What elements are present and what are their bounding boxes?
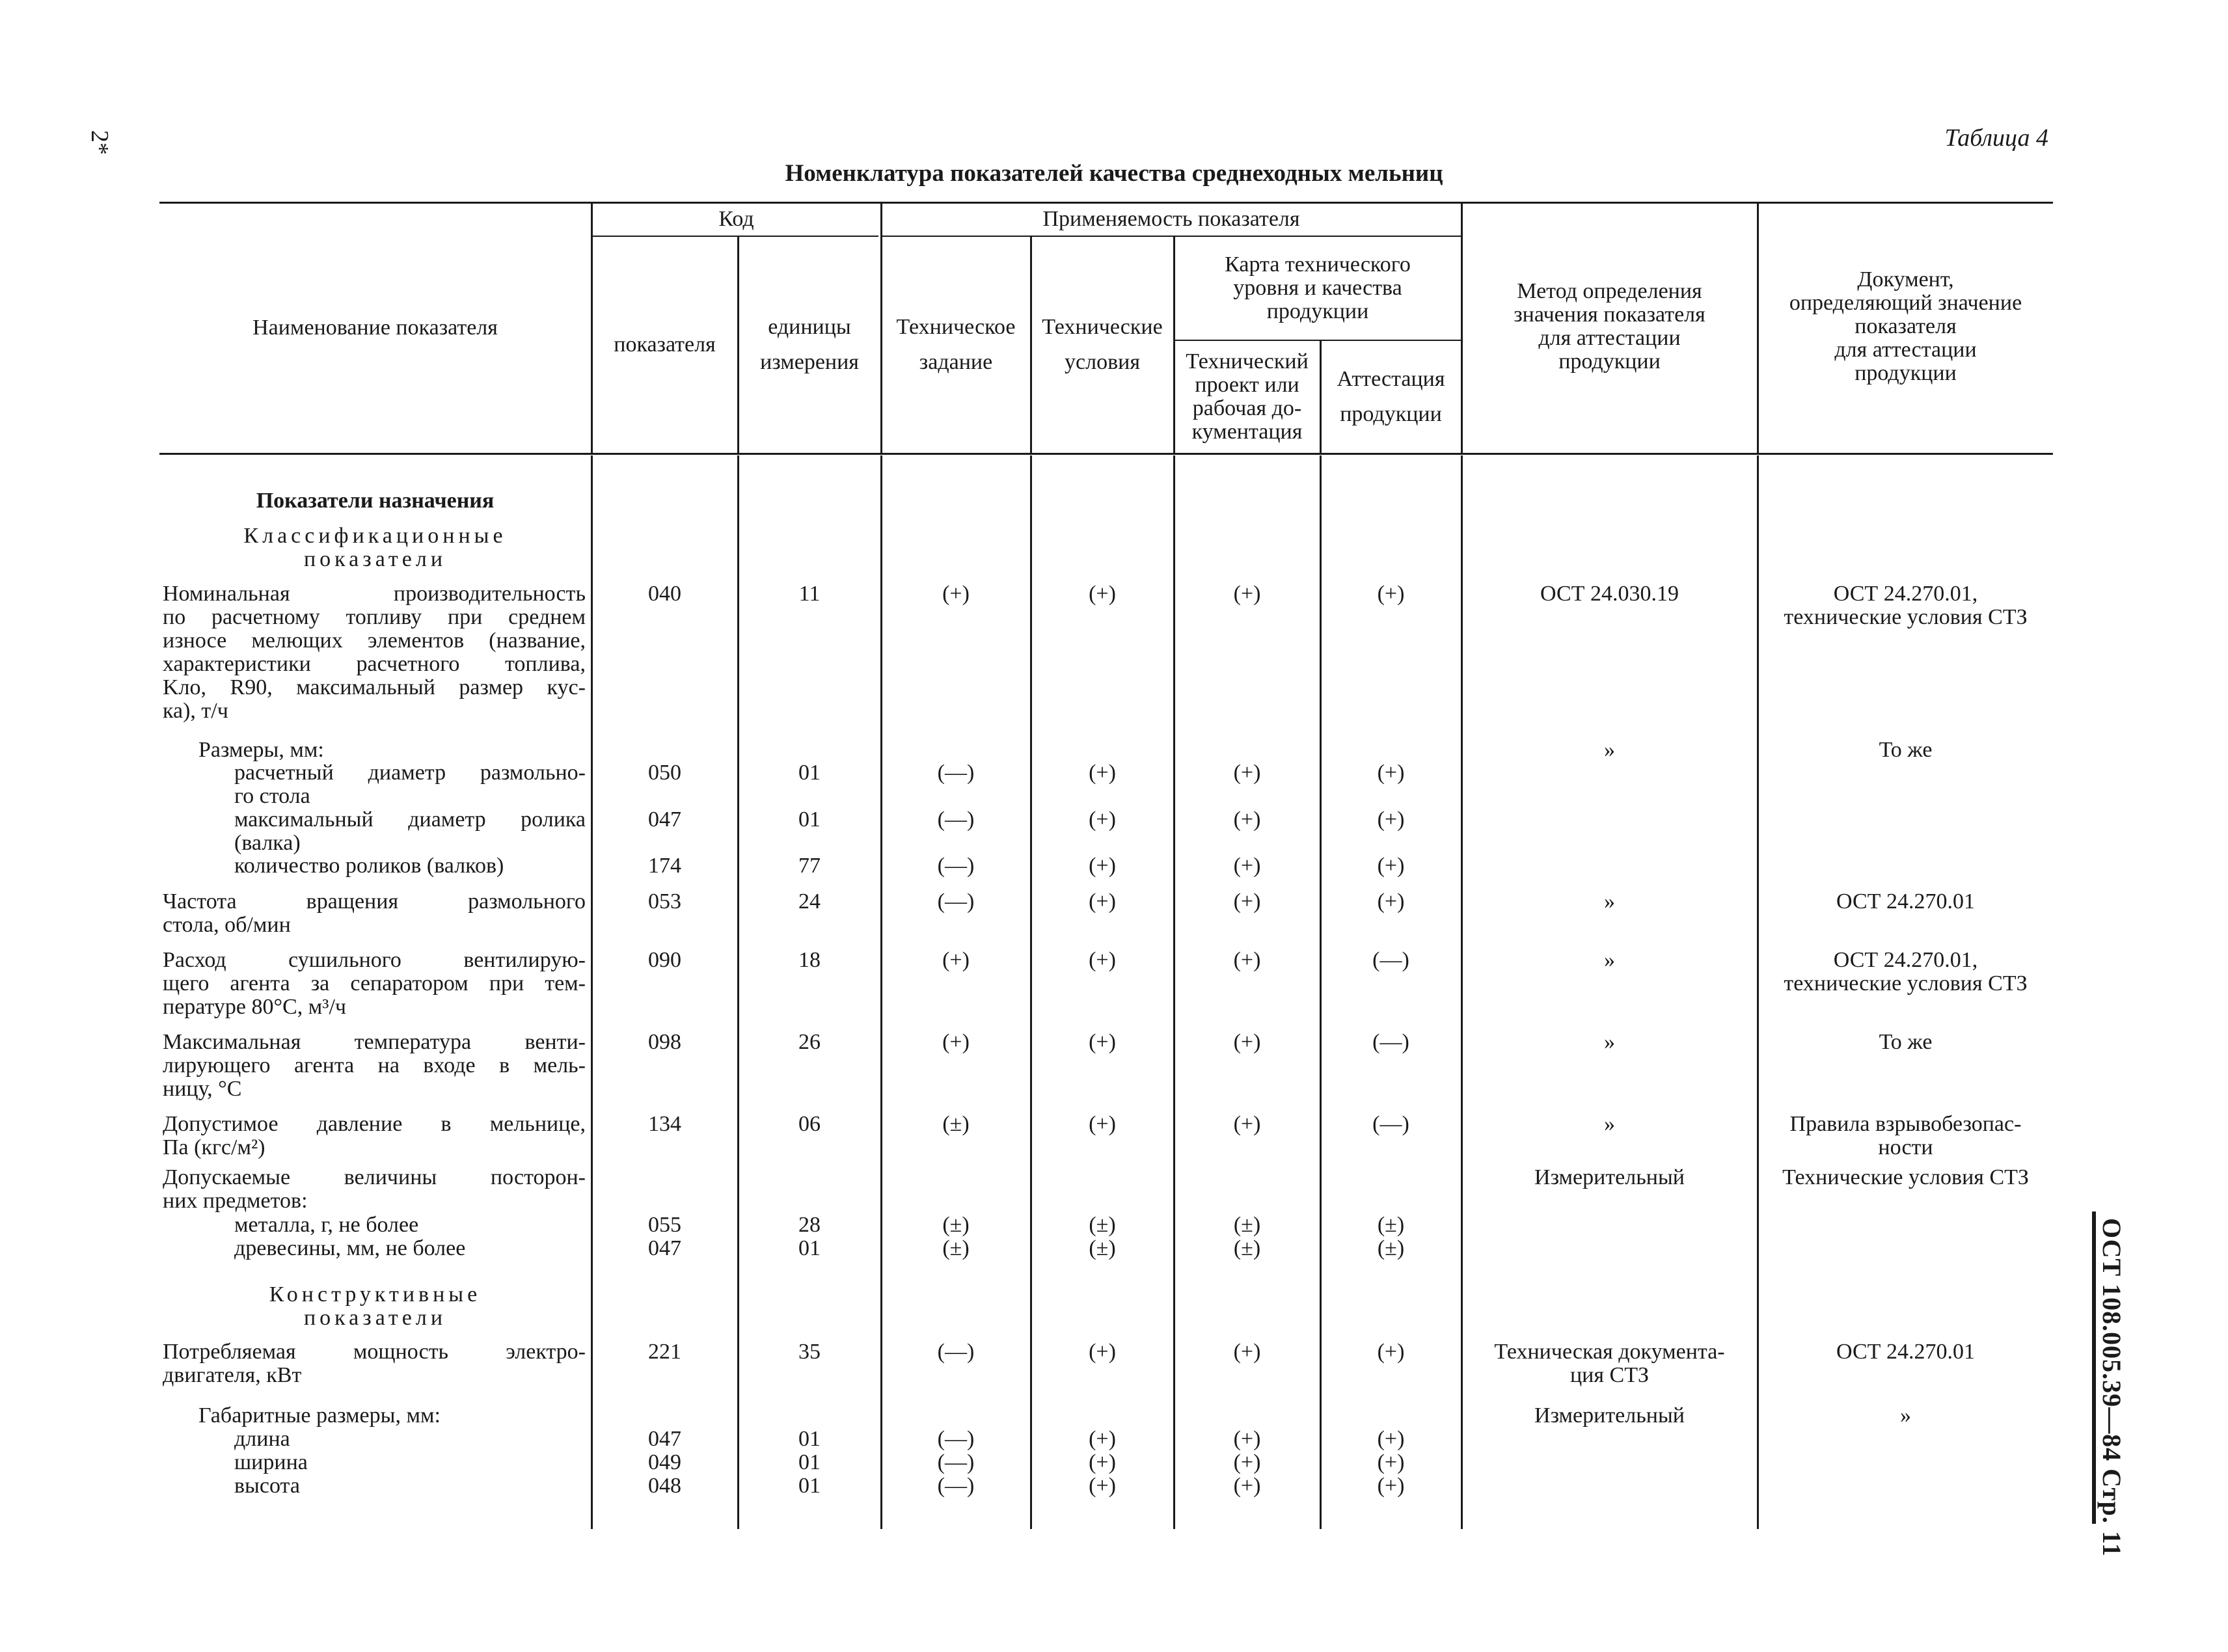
row-name-line: характеристики расчетного топлива, [163,652,586,676]
section-constructive-line2: показатели [303,1306,447,1330]
row-name-line: металла, г, не более [234,1213,419,1237]
cell-doc-line: Технические условия СТЗ [1782,1165,2029,1189]
cell-ap: (—) [1372,1030,1409,1054]
row-name-line: Па (кгс/м²) [163,1135,265,1159]
cell-tz: (—) [937,854,975,878]
cell-method [1462,890,1757,914]
cell-method [1462,582,1757,606]
cell-unit: 01 [798,1427,821,1451]
vline [880,455,882,1529]
cell-unit: 35 [798,1340,821,1364]
row-name-line: Частота вращения размольного [163,889,586,914]
cell-method-line: » [1604,1112,1615,1136]
header-bottom-rule [159,453,2053,455]
cell-unit: 26 [798,1030,821,1054]
vline [1320,455,1322,1529]
row-name [163,1340,586,1387]
cell-unit: 28 [798,1213,821,1237]
cell-method-line: ОСТ 24.030.19 [1540,582,1679,606]
cell-ap: (±) [1377,1213,1405,1237]
cell-tu: (+) [1089,582,1116,606]
cell-method [1462,738,1757,762]
cell-ap: (±) [1377,1236,1405,1260]
row-name [163,1113,586,1159]
cell-method-line: » [1604,1030,1615,1054]
cell-tp: (+) [1233,807,1261,832]
cell-doc-line: технические условия СТЗ [1784,605,2028,629]
row-name [163,1166,586,1213]
cell-tz: (—) [937,1427,975,1451]
cell-unit: 77 [798,854,821,878]
row-name-line: стола, об/мин [163,913,291,937]
cell-method-line: » [1604,948,1615,972]
section-classification-line2: показатели [303,547,447,571]
cell-doc-line: ности [1878,1135,1933,1159]
cell-tu: (±) [1089,1213,1116,1237]
header-code-unit: единицы измерения [760,315,859,374]
cell-code: 055 [648,1213,681,1237]
cell-ap: (+) [1377,1450,1405,1474]
cell-method-line: Измерительный [1534,1403,1685,1428]
cell-tu: (+) [1089,1030,1116,1054]
cell-tp: (+) [1233,1340,1261,1364]
row-name-line: (валка) [234,831,301,855]
row-name [163,890,586,937]
row-name-line: высота [234,1474,300,1498]
cell-tp: (+) [1233,761,1261,785]
cell-method [1462,1113,1757,1136]
cell-tp: (±) [1233,1213,1261,1237]
cell-code: 040 [648,582,681,606]
section-constructive-line1: Конструктивные [269,1282,482,1307]
row-name [198,738,586,762]
table-title: Номенклатура показателей качества среднеходных мельниц [785,160,1443,187]
cell-method [1462,1340,1757,1387]
cell-doc-line: ОСТ 24.270.01, [1833,948,1978,972]
cell-doc [1758,1404,2053,1428]
cell-doc [1758,890,2053,914]
header-document: Документ, определяющий значение показателя для аттестации продукции [1789,267,2022,385]
cell-tp: (+) [1233,1112,1261,1136]
cell-tp: (+) [1233,582,1261,606]
cell-code: 048 [648,1474,681,1498]
row-name-line: пературе 80°С, м³/ч [163,995,347,1019]
cell-method [1462,1166,1757,1189]
section-classification-line1: Классификационные [243,524,507,548]
row-name-line: лирующего агента на входе в мель- [163,1053,586,1077]
row-name [234,1237,586,1260]
cell-code: 047 [648,1427,681,1451]
cell-doc-line: ОСТ 24.270.01, [1833,582,1978,606]
cell-unit: 01 [798,1236,821,1260]
header-attestation: Аттестация продукции [1337,367,1445,426]
cell-ap: (—) [1372,948,1409,972]
header-quality-map: Карта технического уровня и качества продукции [1225,252,1411,323]
cell-tz: (+) [942,948,970,972]
cell-doc [1758,1113,2053,1159]
row-name [163,1031,586,1101]
cell-code: 098 [648,1030,681,1054]
cell-ap: (+) [1377,1427,1405,1451]
cell-doc [1758,1166,2053,1189]
cell-unit: 01 [798,761,821,785]
page-side-mark: 2* [86,130,113,155]
row-name [234,808,586,855]
row-name-line: расчетный диаметр размольно- [234,761,586,785]
header-applicability: Применяемость показателя [1042,207,1300,231]
cell-method-line: Измерительный [1534,1165,1685,1189]
row-name-line: по расчетному топливу при среднем [163,605,586,629]
cell-doc [1758,1031,2053,1054]
row-name-line: древесины, мм, не более [234,1236,466,1260]
row-name-line: максимальный диаметр ролика [234,807,586,832]
row-name-line: Допустимое давление в мельнице, [163,1112,586,1136]
cell-tp: (+) [1233,1427,1261,1451]
row-name-line: Габаритные размеры, мм: [198,1403,441,1428]
cell-unit: 24 [798,889,821,914]
row-name-line: количество роликов (валков) [234,854,504,878]
cell-unit: 11 [798,582,821,606]
cell-method [1462,949,1757,972]
cell-method [1462,1031,1757,1054]
row-name-line: Размеры, мм: [198,738,324,762]
cell-tz: (±) [942,1236,970,1260]
cell-tp: (+) [1233,948,1261,972]
cell-tz: (—) [937,807,975,832]
vline [1030,455,1032,1529]
cell-tz: (—) [937,1474,975,1498]
cell-code: 050 [648,761,681,785]
cell-doc [1758,1340,2053,1364]
header-name: Наименование показателя [252,316,498,340]
row-name-line: длина [234,1427,290,1451]
cell-tu: (+) [1089,948,1116,972]
header-method: Метод определения значения показателя для аттестации продукции [1514,279,1705,373]
row-name-line: ницу, °С [163,1077,242,1101]
row-name-line: Максимальная температура венти- [163,1030,586,1054]
cell-doc [1758,738,2053,762]
cell-method-line: » [1604,738,1615,762]
cell-code: 090 [648,948,681,972]
row-name-line: Kло, R90, максимальный размер кус- [163,675,586,699]
row-name-line: них предметов: [163,1189,308,1213]
row-name [234,1451,586,1474]
row-name [234,761,586,808]
cell-doc-line: То же [1879,1030,1933,1054]
cell-tu: (+) [1089,1427,1116,1451]
cell-unit: 01 [798,807,821,832]
cell-unit: 01 [798,1450,821,1474]
cell-tu: (+) [1089,889,1116,914]
cell-tp: (+) [1233,1030,1261,1054]
cell-tz: (—) [937,761,975,785]
cell-method [1462,1404,1757,1428]
cell-tp: (+) [1233,1450,1261,1474]
row-name [163,582,586,723]
cell-doc-line: технические условия СТЗ [1784,971,2028,995]
row-name-line: Потребляемая мощность электро- [163,1340,586,1364]
cell-code: 053 [648,889,681,914]
row-name-line: щего агента за сепаратором при тем- [163,971,586,995]
cell-ap: (+) [1377,854,1405,878]
cell-code: 047 [648,807,681,832]
cell-ap: (+) [1377,889,1405,914]
row-name [234,1213,586,1237]
cell-doc-line: Правила взрывобезопас- [1789,1112,2022,1136]
cell-doc [1758,949,2053,995]
cell-unit: 18 [798,948,821,972]
cell-doc [1758,582,2053,629]
row-name [234,854,586,878]
vline [1173,455,1175,1529]
cell-tu: (+) [1089,1474,1116,1498]
cell-method-line: ция СТЗ [1569,1363,1649,1387]
cell-tu: (+) [1089,854,1116,878]
cell-unit: 01 [798,1474,821,1498]
cell-doc-line: ОСТ 24.270.01 [1836,1340,1975,1364]
cell-tp: (+) [1233,1474,1261,1498]
cell-tp: (+) [1233,854,1261,878]
cell-tz: (—) [937,889,975,914]
row-name [234,1428,586,1451]
row-name [234,1474,586,1498]
cell-tu: (+) [1089,807,1116,832]
row-name-line: Номинальная производительность [163,582,586,606]
cell-tp: (+) [1233,889,1261,914]
cell-tz: (+) [942,582,970,606]
header-code-indicator: показателя [614,332,716,357]
vline [737,455,739,1529]
header-code-group: Код [718,207,754,231]
header-tech-project: Технический проект или рабочая до- кументация [1186,349,1309,444]
cell-method-line: » [1604,889,1615,914]
cell-doc-line: То же [1879,738,1933,762]
cell-tu: (+) [1089,1340,1116,1364]
document-code: ОСТ 108.005.39—84 Стр. 11 [2097,1218,2126,1557]
cell-code: 134 [648,1112,681,1136]
cell-code: 174 [648,854,681,878]
row-name [198,1404,586,1428]
cell-method-line: Техническая документа- [1494,1340,1725,1364]
vline [591,455,593,1529]
cell-doc-line: » [1900,1403,1911,1428]
section-purpose: Показатели назначения [256,489,495,513]
cell-ap: (+) [1377,582,1405,606]
row-name-line: Расход сушильного вентилирую- [163,948,586,972]
cell-tz: (±) [942,1213,970,1237]
row-name [163,949,586,1019]
row-name-line: износе мелющих элементов (название, [163,629,586,653]
row-name-line: ка), т/ч [163,699,228,723]
cell-code: 047 [648,1236,681,1260]
header-tech-conditions: Технические условия [1042,315,1163,374]
cell-tz: (+) [942,1030,970,1054]
row-name-line: Допускаемые величины посторон- [163,1165,586,1189]
cell-tu: (+) [1089,761,1116,785]
row-name-line: ширина [234,1450,308,1474]
cell-tu: (+) [1089,1450,1116,1474]
cell-ap: (+) [1377,807,1405,832]
cell-code: 049 [648,1450,681,1474]
cell-ap: (+) [1377,1474,1405,1498]
cell-tz: (—) [937,1450,975,1474]
cell-unit: 06 [798,1112,821,1136]
row-name-line: го стола [234,784,310,808]
cell-code: 221 [648,1340,681,1364]
cell-ap: (+) [1377,761,1405,785]
cell-tu: (±) [1089,1236,1116,1260]
header-tech-task: Техническое задание [896,315,1016,374]
cell-tz: (±) [942,1112,970,1136]
cell-tp: (±) [1233,1236,1261,1260]
cell-tu: (+) [1089,1112,1116,1136]
table-number: Таблица 4 [1944,124,2048,152]
cell-ap: (—) [1372,1112,1409,1136]
cell-ap: (+) [1377,1340,1405,1364]
row-name-line: двигателя, кВт [163,1363,302,1387]
cell-tz: (—) [937,1340,975,1364]
cell-doc-line: ОСТ 24.270.01 [1836,889,1975,914]
